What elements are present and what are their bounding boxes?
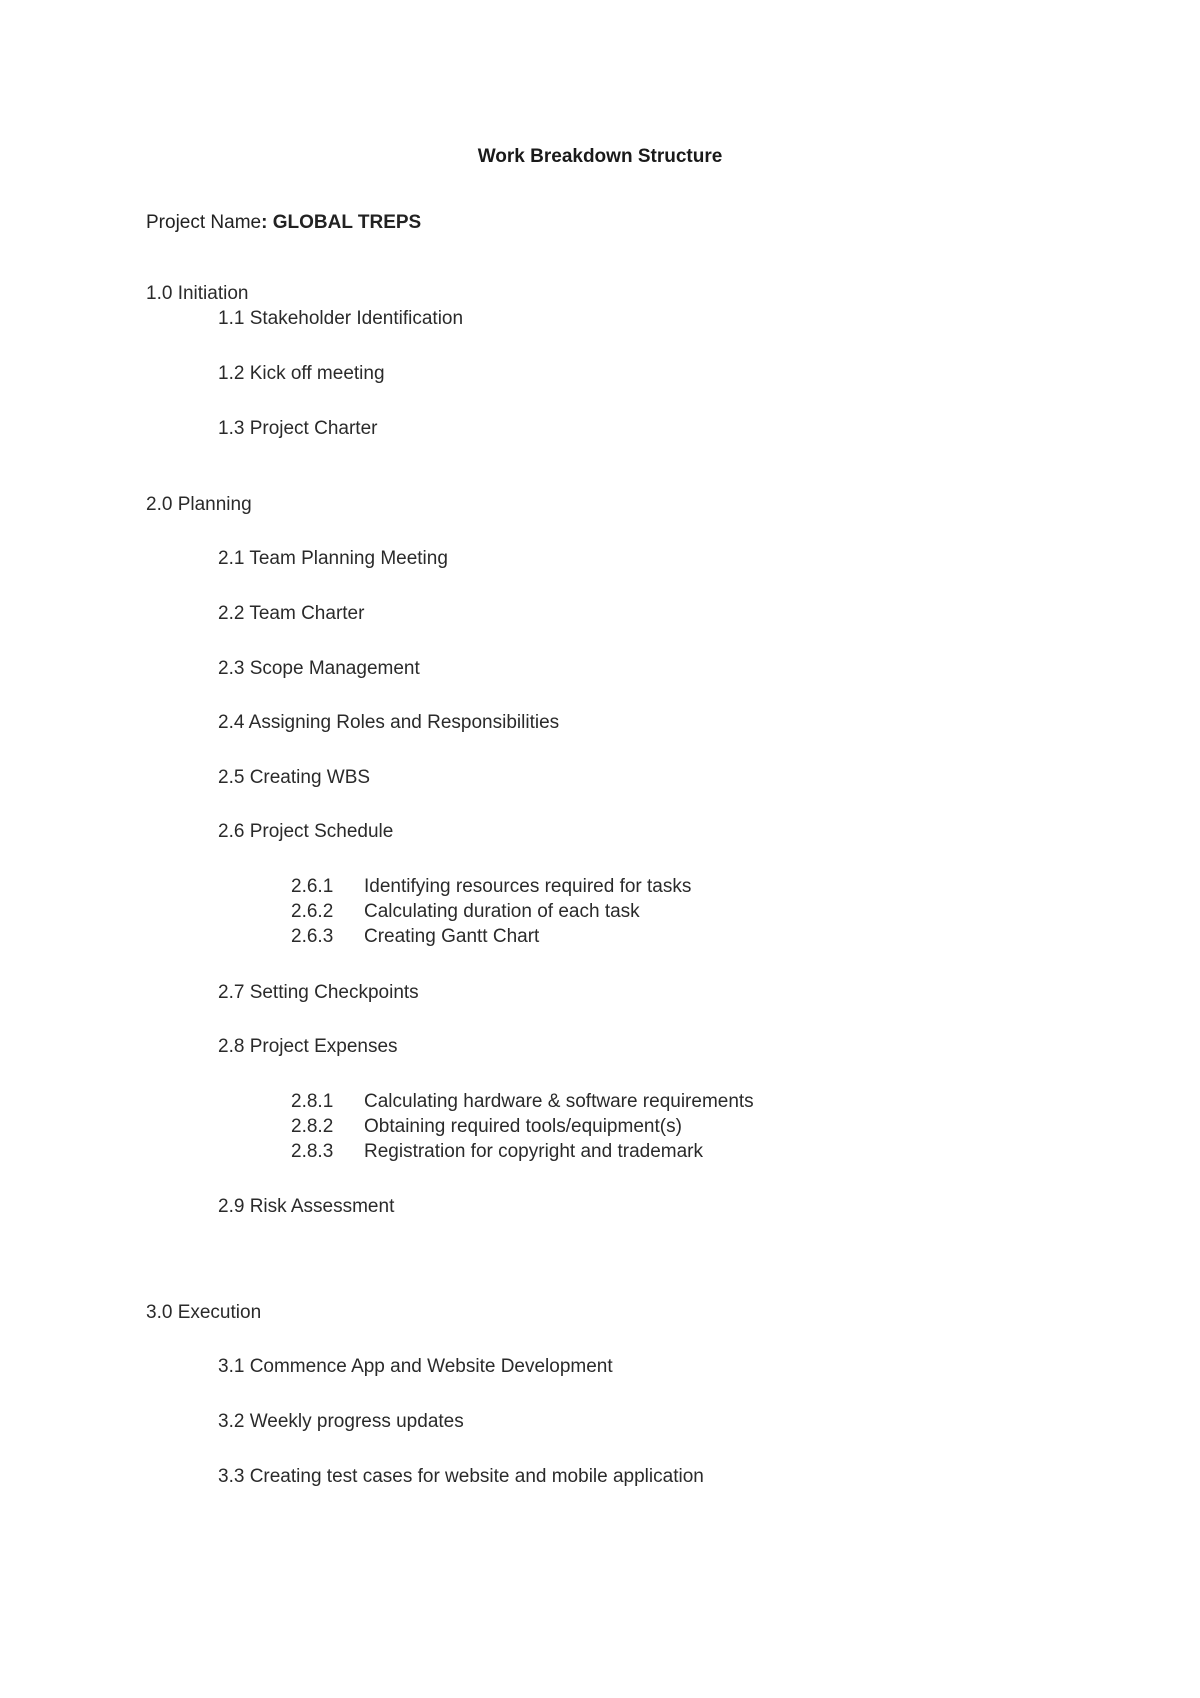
wbs-subitem-number: 2.6.3 xyxy=(291,926,334,947)
wbs-subitem xyxy=(291,1091,754,1113)
wbs-section-planning: 2.0 Planning xyxy=(146,494,252,515)
wbs-subitem-number: 2.6.1 xyxy=(291,876,334,897)
wbs-item: 2.2 Team Charter xyxy=(218,603,365,624)
wbs-subitem xyxy=(291,1116,682,1138)
wbs-subitem-text: Obtaining required tools/equipment(s) xyxy=(364,1116,682,1137)
wbs-subitem-number: 2.8.1 xyxy=(291,1091,334,1112)
wbs-item: 1.3 Project Charter xyxy=(218,418,378,439)
wbs-section-initiation: 1.0 Initiation xyxy=(146,283,249,304)
wbs-subitem xyxy=(291,1141,703,1163)
wbs-item: 3.2 Weekly progress updates xyxy=(218,1411,464,1432)
wbs-item: 1.1 Stakeholder Identification xyxy=(218,308,464,329)
project-separator: : xyxy=(261,212,268,233)
wbs-item: 3.3 Creating test cases for website and mobile application xyxy=(218,1466,704,1487)
wbs-subitem xyxy=(291,876,691,898)
project-name-line xyxy=(146,212,421,234)
wbs-item: 2.9 Risk Assessment xyxy=(218,1196,395,1217)
wbs-subitem-text: Calculating hardware & software requirements xyxy=(364,1091,754,1112)
wbs-item: 2.1 Team Planning Meeting xyxy=(218,548,448,569)
wbs-subitem-text: Registration for copyright and trademark xyxy=(364,1141,703,1162)
wbs-subitem xyxy=(291,901,640,923)
wbs-section-execution: 3.0 Execution xyxy=(146,1302,262,1323)
document-title: Work Breakdown Structure xyxy=(477,146,723,167)
wbs-subitem-number: 2.8.2 xyxy=(291,1116,334,1137)
wbs-subitem-text: Creating Gantt Chart xyxy=(364,926,540,947)
project-name: GLOBAL TREPS xyxy=(272,212,422,233)
wbs-item: 2.8 Project Expenses xyxy=(218,1036,398,1057)
wbs-item: 2.4 Assigning Roles and Responsibilities xyxy=(218,712,560,733)
wbs-item: 2.3 Scope Management xyxy=(218,658,420,679)
wbs-item: 3.1 Commence App and Website Development xyxy=(218,1356,613,1377)
project-label: Project Name xyxy=(146,212,262,233)
wbs-item: 2.6 Project Schedule xyxy=(218,821,394,842)
wbs-subitem-number: 2.8.3 xyxy=(291,1141,334,1162)
wbs-subitem-number: 2.6.2 xyxy=(291,901,334,922)
wbs-item: 1.2 Kick off meeting xyxy=(218,363,385,384)
wbs-item: 2.5 Creating WBS xyxy=(218,767,371,788)
wbs-item: 2.7 Setting Checkpoints xyxy=(218,982,419,1003)
wbs-subitem-text: Identifying resources required for tasks xyxy=(364,876,692,897)
wbs-subitem xyxy=(291,926,539,948)
wbs-subitem-text: Calculating duration of each task xyxy=(364,901,640,922)
